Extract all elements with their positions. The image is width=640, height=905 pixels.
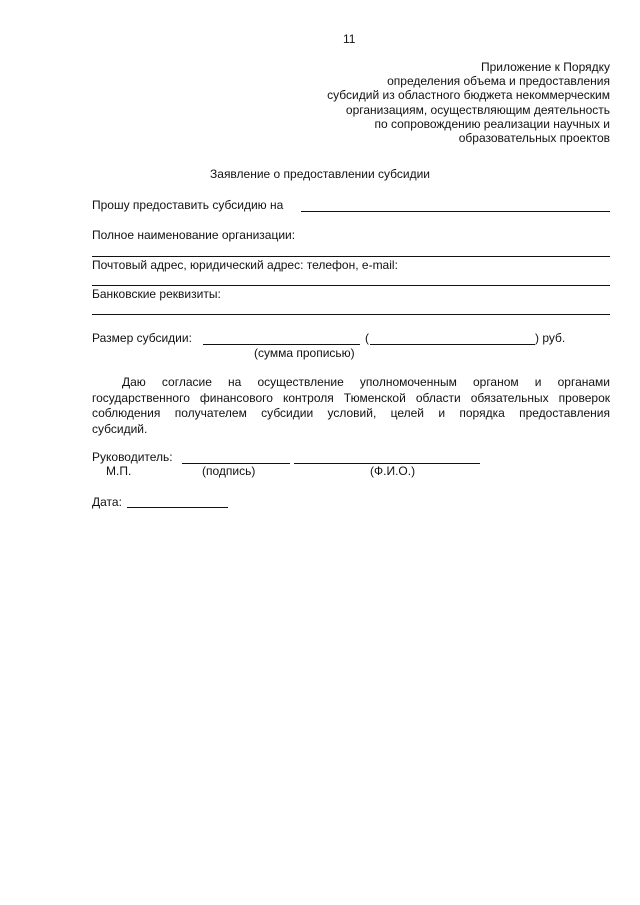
org-name-field[interactable] — [92, 256, 610, 257]
head-label: Руководитель: — [92, 450, 173, 464]
appendix-line: организациям, осуществляющим деятельность — [345, 102, 610, 117]
date-field[interactable] — [127, 507, 228, 508]
amount-words-field[interactable] — [370, 344, 535, 345]
consent-line: государственного финансового контроля Тюменской области обязательных проверок — [92, 390, 610, 405]
address-label: Почтовый адрес, юридический адрес: телефон, e-mail: — [92, 258, 398, 272]
amount-label: Размер субсидии: — [92, 331, 192, 345]
appendix-reference — [327, 60, 610, 145]
consent-line: Даю согласие на осуществление уполномоченным органом и органами — [122, 375, 610, 389]
request-purpose-field[interactable] — [301, 211, 610, 212]
bank-details-field[interactable] — [92, 314, 610, 315]
appendix-line: определения объема и предоставления — [387, 74, 610, 89]
bank-details-label: Банковские реквизиты: — [92, 287, 221, 301]
name-caption: (Ф.И.О.) — [370, 464, 416, 478]
consent-line: субсидий. — [92, 421, 148, 436]
page-number: 11 — [343, 32, 356, 46]
currency-label: ) руб. — [535, 331, 566, 345]
appendix-line: Приложение к Порядку — [480, 60, 610, 74]
appendix-line: образовательных проектов — [458, 131, 610, 146]
org-name-label: Полное наименование организации: — [92, 228, 296, 242]
request-label: Прошу предоставить субсидию на — [92, 198, 284, 212]
document-title: Заявление о предоставлении субсидии — [210, 167, 430, 181]
consent-line: соблюдения получателем субсидии условий, целей и порядка предоставления — [92, 406, 610, 420]
signature-caption: (подпись) — [202, 464, 256, 478]
appendix-line: субсидий из областного бюджета некоммерческим — [327, 88, 610, 103]
appendix-line: по сопровождению реализации научных и — [374, 116, 610, 131]
date-label: Дата: — [92, 495, 122, 509]
paren-open: ( — [365, 331, 369, 345]
consent-paragraph — [92, 375, 610, 437]
amount-words-caption: (сумма прописью) — [254, 346, 355, 360]
seal-label: М.П. — [106, 464, 132, 478]
amount-digits-field[interactable] — [203, 344, 360, 345]
address-field[interactable] — [92, 285, 610, 286]
